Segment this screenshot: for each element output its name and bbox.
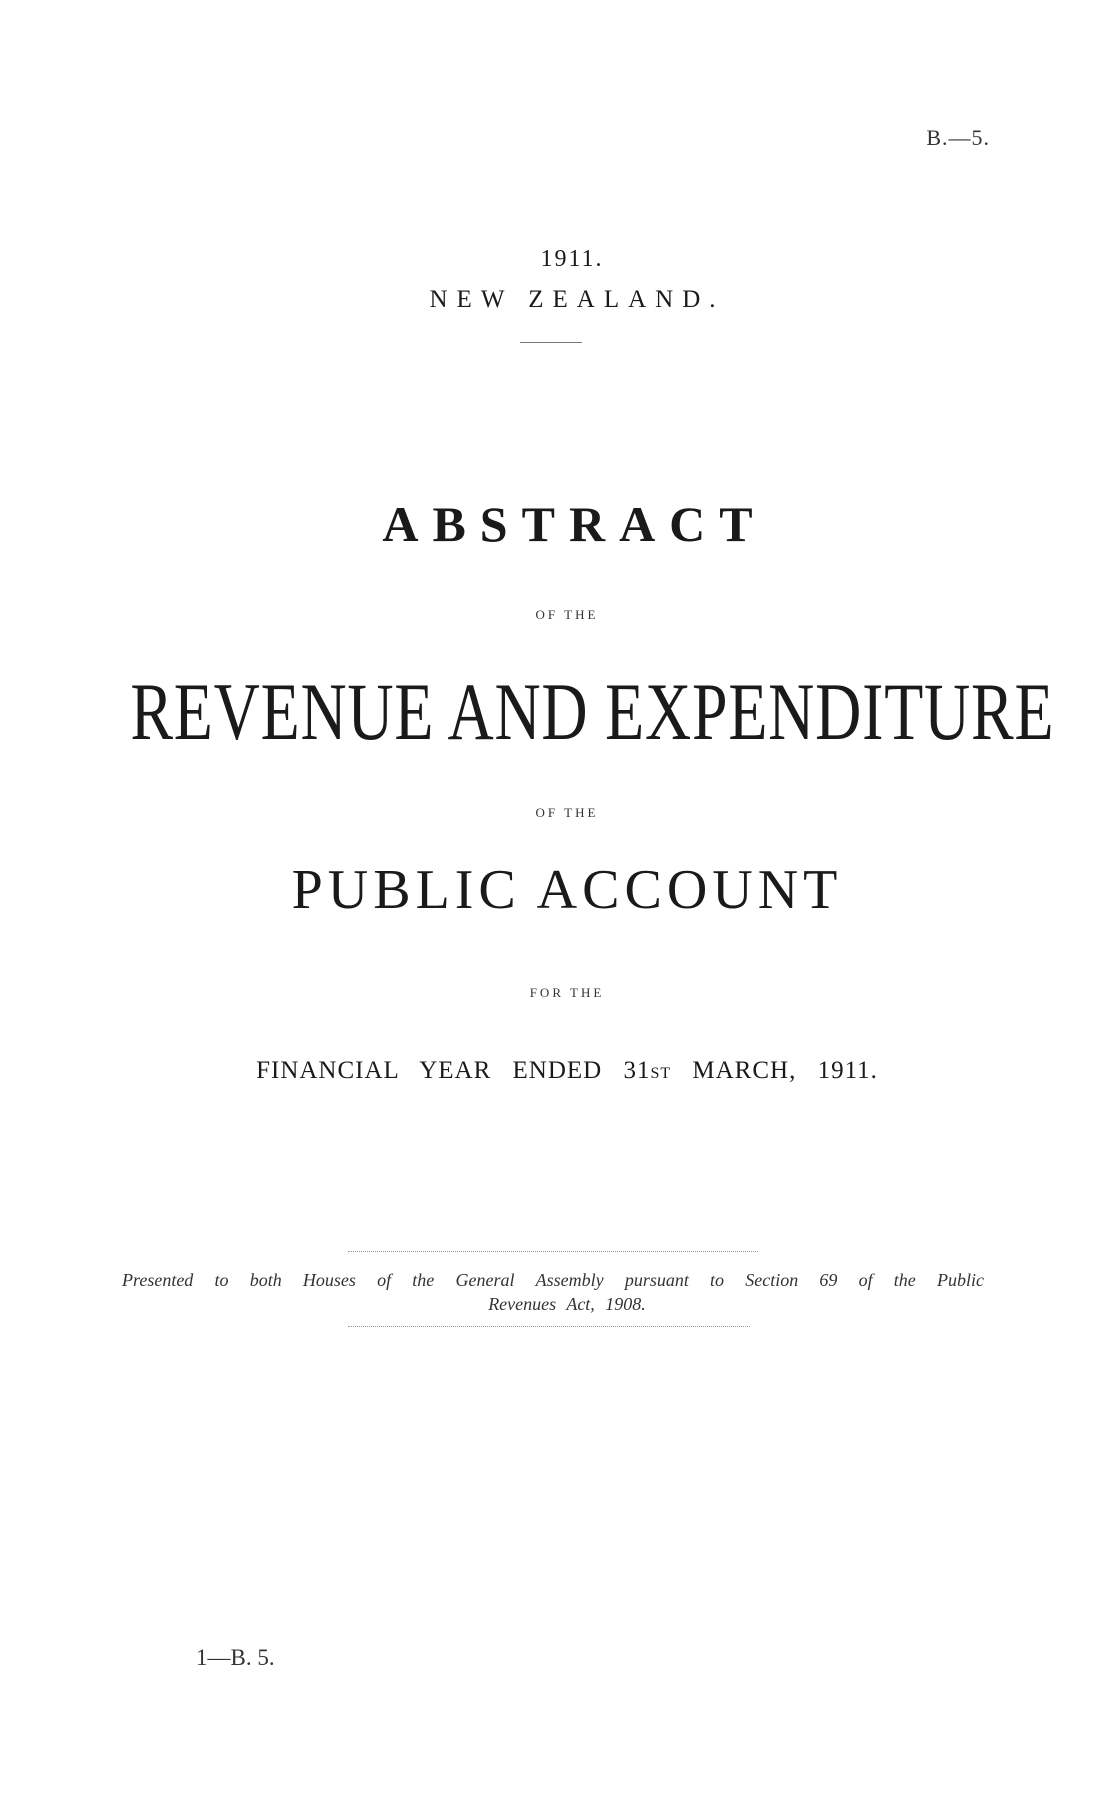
presentation-word: Presented bbox=[122, 1270, 194, 1290]
presentation-word: the bbox=[893, 1270, 916, 1290]
page-code: 1—B. 5. bbox=[196, 1645, 275, 1670]
presentation-word: to bbox=[710, 1270, 725, 1290]
presentation-word: 69 bbox=[819, 1270, 838, 1290]
document-reference: B.—5. bbox=[926, 125, 990, 150]
presentation-word: Public bbox=[936, 1270, 984, 1290]
presentation-word: of bbox=[377, 1270, 392, 1290]
title-connector: OF THE bbox=[535, 607, 599, 622]
presentation-word: the bbox=[412, 1270, 435, 1290]
publication-year: 1911. bbox=[540, 246, 604, 272]
dotted-rule bbox=[348, 1251, 758, 1252]
presentation-line bbox=[122, 1270, 984, 1291]
ordinal-suffix: ST bbox=[650, 1065, 672, 1082]
financial-year-date: MARCH, 1911. bbox=[671, 1057, 878, 1084]
title-connector: OF THE bbox=[535, 805, 599, 820]
presentation-word: both bbox=[249, 1270, 282, 1290]
dotted-rule bbox=[348, 1326, 750, 1327]
presentation-line-2: Revenues Act, 1908. bbox=[488, 1294, 646, 1314]
presentation-word: pursuant bbox=[624, 1270, 689, 1290]
financial-year-text: FINANCIAL YEAR ENDED 31 bbox=[256, 1057, 651, 1084]
presentation-word: of bbox=[858, 1270, 873, 1290]
country-heading: NEW ZEALAND. bbox=[429, 286, 725, 313]
title-connector: FOR THE bbox=[529, 985, 605, 1000]
presentation-word: to bbox=[214, 1270, 229, 1290]
title-revenue-expenditure: REVENUE AND EXPENDITURE bbox=[130, 666, 1055, 757]
presentation-word: Houses bbox=[302, 1270, 356, 1290]
financial-year-line bbox=[0, 1057, 1114, 1085]
title-abstract: ABSTRACT bbox=[382, 496, 767, 552]
title-public-account: PUBLIC ACCOUNT bbox=[291, 859, 843, 921]
presentation-word: General bbox=[455, 1270, 515, 1290]
divider-rule bbox=[520, 342, 582, 343]
presentation-word: Section bbox=[745, 1270, 799, 1290]
presentation-word: Assembly bbox=[535, 1270, 604, 1290]
